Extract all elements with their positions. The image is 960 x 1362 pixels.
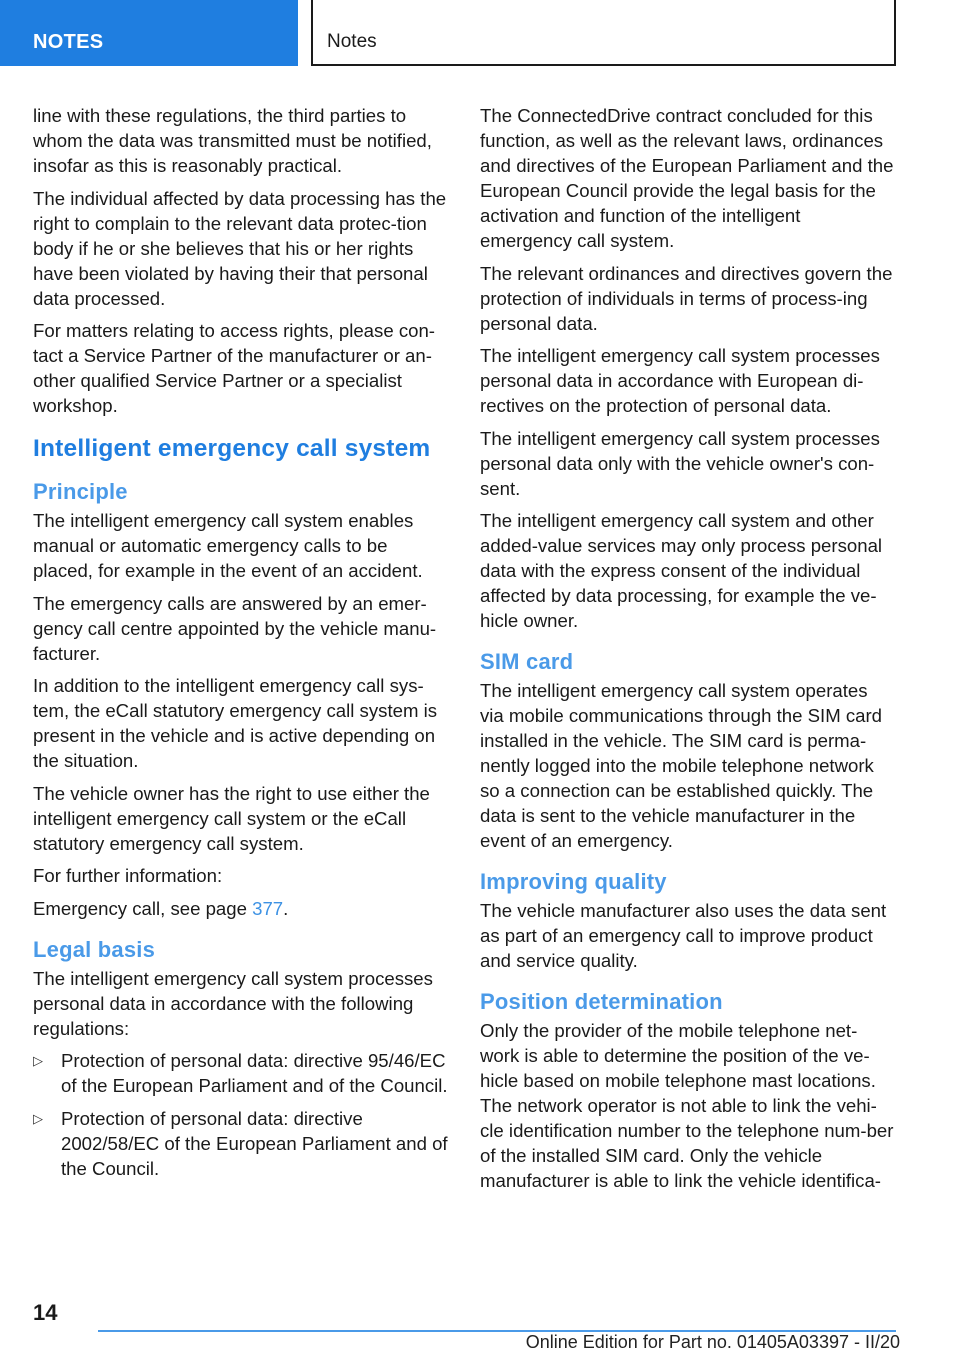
paragraph: The relevant ordinances and directives govern the protection of individuals in terms of process-ing personal data. — [480, 262, 893, 334]
subsection-heading-improving-quality: Improving quality — [480, 869, 667, 894]
paragraph: The vehicle manufacturer also uses the data sent as part of an emergency call to improve product and service quality. — [480, 900, 887, 971]
paragraph: For matters relating to access rights, please con-tact a Service Partner of the manufacturer or an-other qualified Service Partner or a specialist workshop. — [33, 320, 435, 416]
bullet-triangle-icon: ▷ — [33, 1110, 43, 1126]
list-item-text: Protection of personal data: directive 2002/58/EC of the European Parliament and of the Council. — [61, 1107, 448, 1179]
right-column — [480, 103, 896, 1201]
paragraph: The ConnectedDrive contract concluded for this function, as well as the relevant laws, ordinances and directives of the European Parliament and the European Council provide the legal basis for the activation and function of the intelligent emergency call system. — [480, 105, 894, 251]
left-column — [33, 103, 449, 1188]
paragraph: The intelligent emergency call system processes personal data in accordance with European di-rectives on the protection of personal data. — [480, 345, 880, 416]
bullet-triangle-icon: ▷ — [33, 1053, 43, 1068]
paragraph: The intelligent emergency call system and other added-value services may only process personal data with the express consent of the individual affected by data processing, for example the ve-hicle owner. — [480, 510, 883, 631]
page-number: 14 — [33, 1300, 58, 1325]
section-tab: NOTES — [0, 0, 298, 66]
subsection-heading-position-determination: Position determination — [480, 989, 723, 1014]
subsection-heading-principle: Principle — [33, 479, 128, 504]
list-item-text: Protection of personal data: directive 95/46/EC of the European Parliament and of the Council. — [61, 1050, 448, 1096]
paragraph: For further information: — [33, 865, 223, 886]
paragraph: The intelligent emergency call system processes personal data only with the vehicle owner's con-sent. — [480, 427, 880, 499]
subsection-heading-legal-basis: Legal basis — [33, 936, 156, 962]
paragraph: The intelligent emergency call system processes personal data in accordance with the following regulations: — [33, 967, 433, 1039]
page-reference — [33, 896, 449, 921]
subsection-heading-sim-card: SIM card — [480, 649, 574, 674]
paragraph: In addition to the intelligent emergency call sys-tem, the eCall statutory emergency call system is present in the vehicle and is active depending on the situation. — [33, 675, 438, 771]
page-link[interactable]: 377 — [252, 897, 284, 919]
paragraph: The intelligent emergency call system operates via mobile communications through the SIM card installed in the vehicle. The SIM card is perma-nently logged into the mobile telephone network so a connection can be established quickly. The data is sent to the vehicle manufacturer in the event of an emergency. — [480, 680, 883, 851]
paragraph: The individual affected by data processing has the right to complain to the relevant data protec-tion body if he or she believes that his or her rights have been violated by having their that personal data processed. — [33, 187, 447, 309]
chapter-title: Notes — [311, 0, 896, 66]
paragraph: The intelligent emergency call system enables manual or automatic emergency calls to be placed, for example in the event of an accident. — [33, 510, 423, 581]
paragraph: line with these regulations, the third parties to whom the data was transmitted must be notified, insofar as this is reasonably practical. — [33, 105, 432, 176]
reference-text: Emergency call, see page — [33, 897, 253, 919]
section-heading: Intelligent emergency call system — [33, 435, 431, 462]
paragraph: Only the provider of the mobile telephone net-work is able to determine the position of the ve-hicle based on mobile telephone mast locations. The network operator is not able to link the vehi-cle identification number to the telephone num-ber of the installed SIM card. Only the vehicle manufacturer is able to link the vehicle identifica- — [480, 1020, 894, 1191]
paragraph: The vehicle owner has the right to use either the intelligent emergency call system or the eCall statutory emergency call system. — [33, 782, 430, 854]
edition-footer: Online Edition for Part no. 01405A03397 - II/20 — [525, 1332, 900, 1352]
list-item — [33, 1048, 449, 1098]
reference-suffix: . — [283, 897, 289, 919]
list-item — [33, 1106, 449, 1181]
bullet-list — [33, 1048, 449, 1181]
paragraph: The emergency calls are answered by an emer-gency call centre appointed by the vehicle manu-facturer. — [33, 592, 437, 664]
